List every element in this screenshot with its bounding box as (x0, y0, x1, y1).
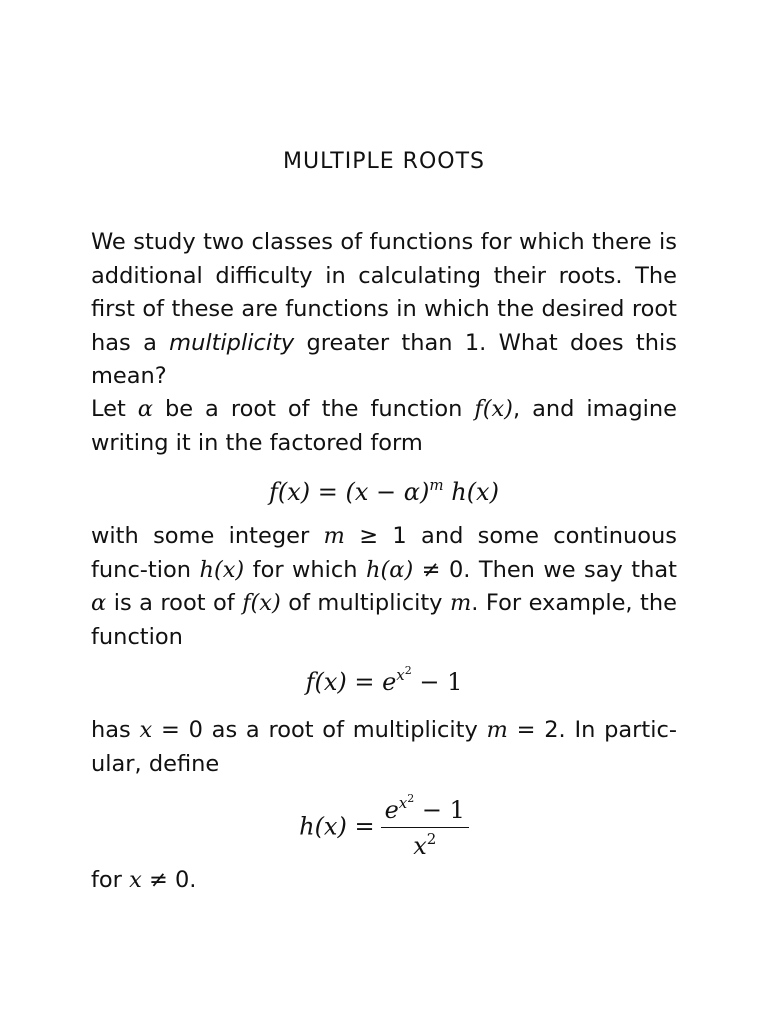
equation-lhs: f(x) = e (305, 668, 397, 696)
m-symbol: m (486, 717, 508, 743)
text-run: = 2. In partic-ular, define (91, 717, 677, 777)
text-run: . For example, the function (91, 590, 677, 650)
h-definition-equation (0, 792, 768, 860)
example-equation (0, 664, 768, 696)
m-symbol: m (449, 590, 472, 616)
numerator-base: e (384, 796, 399, 824)
equation-lhs: h(x) = (299, 812, 375, 841)
text-run: = 0 as a root of multiplicity (152, 717, 487, 743)
text-run: ≥ 1 and some continuous func-tion (91, 523, 678, 583)
text-run: is a root of (106, 590, 243, 616)
page-title: MULTIPLE ROOTS (283, 149, 485, 174)
text-run: of multiplicity (280, 590, 450, 616)
intro-line-2: additional difficulty in calculating their roots. The first (91, 262, 677, 322)
fraction-denominator (381, 828, 469, 860)
definition-paragraph (91, 393, 677, 460)
factored-form-equation (0, 478, 768, 506)
equation-lhs: f(x) = (x − α) (269, 478, 430, 506)
fx-expression: f(x) (242, 590, 281, 616)
text-run: be a root of the function (152, 396, 475, 422)
multiplicity-paragraph (91, 520, 677, 654)
closing-paragraph (91, 864, 677, 898)
text-run: with some integer (91, 523, 324, 549)
example-paragraph (91, 714, 677, 781)
denominator-exponent: 2 (426, 830, 437, 848)
text-run: for which (244, 556, 366, 583)
m-symbol: m (323, 523, 345, 549)
fx-expression: f(x) (474, 396, 513, 422)
text-run: Let (91, 396, 138, 422)
equation-exponent: x (396, 666, 405, 684)
halpha-expression: h(α) (365, 556, 414, 583)
intro-line-1: We study two classes of functions for which there is (91, 229, 677, 255)
multiplicity-emphasis: multiplicity (169, 329, 295, 356)
hx-expression: h(x) (199, 556, 245, 583)
numerator-rest: − 1 (414, 796, 465, 824)
text-run: , and imagine writing it in the factored form (91, 396, 677, 456)
text-run: ≠ 0. Then we say that (413, 556, 677, 583)
intro-line-4: greater than 1. What does this mean? (91, 329, 677, 389)
fraction-numerator (381, 792, 469, 828)
intro-line-3: of these are functions in which the desired root has a (91, 296, 677, 356)
alpha-symbol: α (137, 396, 153, 422)
text-run: has (91, 717, 140, 743)
text-run: ≠ 0. (141, 867, 197, 893)
numerator-exponent: x (398, 794, 408, 812)
denominator-base: x (413, 832, 427, 860)
fraction (381, 792, 469, 860)
numerator-exponent-power: 2 (407, 792, 415, 805)
x-symbol: x (129, 867, 142, 893)
text-run: for (91, 867, 130, 893)
equation-exponent-power: 2 (404, 664, 412, 677)
equation-rhs: − 1 (411, 668, 463, 696)
equation-exponent: m (429, 476, 444, 494)
equation-rhs: h(x) (443, 478, 499, 506)
intro-paragraph (91, 226, 677, 394)
x-symbol: x (139, 717, 153, 743)
alpha-symbol: α (91, 590, 107, 616)
